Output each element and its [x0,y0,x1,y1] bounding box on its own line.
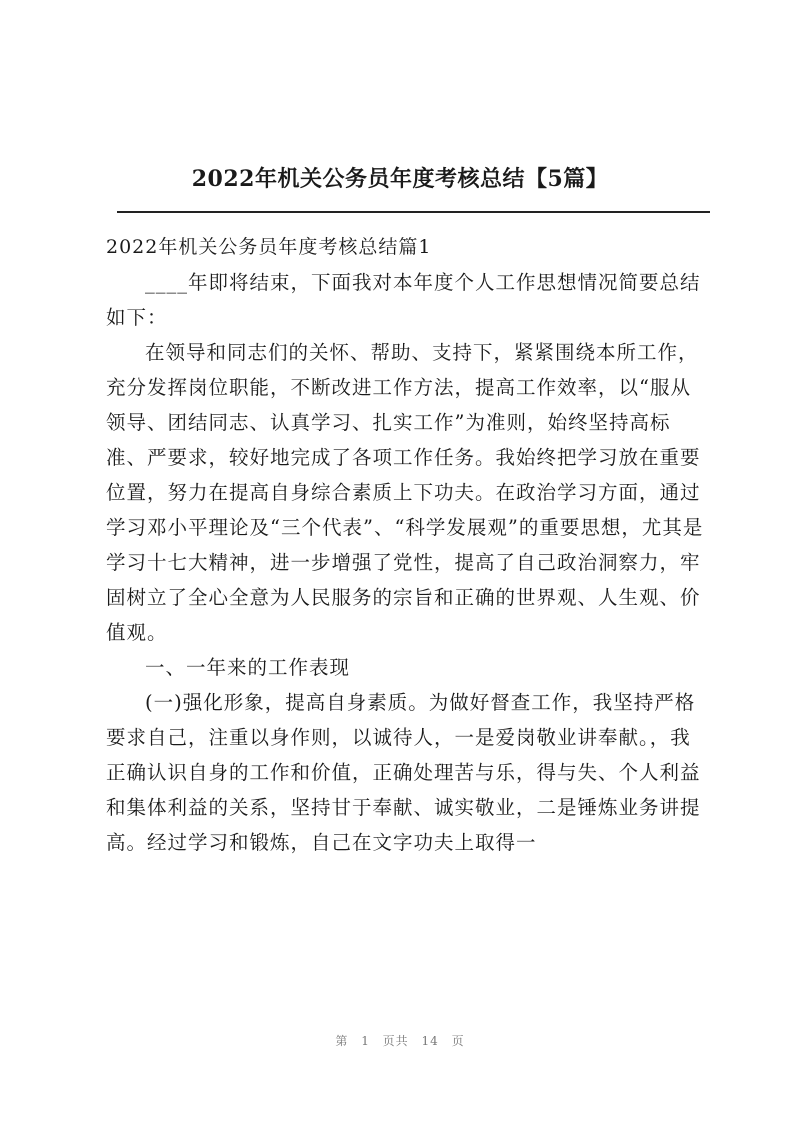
paragraph-intro: ____年即将结束，下面我对本年度个人工作思想情况简要总结如下： [106,271,701,329]
document-body [106,230,706,860]
paragraph-overview: 在领导和同志们的关怀、帮助、支持下，紧紧围绕本所工作，充分发挥岗位职能，不断改进工作方法，提高工作效率，以“服从领导、团结同志、认真学习、扎实工作”为准则，始终坚持高标准、严要求，较好地完成了各项工作任务。我始终把学习放在重要位置，努力在提高自身综合素质上下功夫。在政治学习方面，通过学习邓小平理论及“三个代表”、“科学发展观”的重要思想，尤其是学习十七大精神，进一步增强了党性，提高了自己政治洞察力，牢固树立了全心全意为人民服务的宗旨和正确的世界观、人生观、价值观。 [106,341,704,644]
section-heading: 2022年机关公务员年度考核总结篇1 [106,236,432,258]
page-number: 第 1 页共 14 页 [335,1034,465,1048]
paragraph-subheading: 一、一年来的工作表现 [145,656,351,679]
title-divider [117,211,710,213]
paragraph-work-performance: (一)强化形象，提高自身素质。为做好督查工作，我坚持严格要求自己，注重以身作则，以诚待人，一是爱岗敬业讲奉献。，我正确认识自身的工作和价值，正确处理苦与乐，得与失、个人利益和集体利益的关系，坚持甘于奉献、诚实敬业，二是锤炼业务讲提高。经过学习和锻炼，自己在文字功夫上取得一 [106,691,701,854]
document-title: 2022年机关公务员年度考核总结【5篇】 [191,166,609,192]
